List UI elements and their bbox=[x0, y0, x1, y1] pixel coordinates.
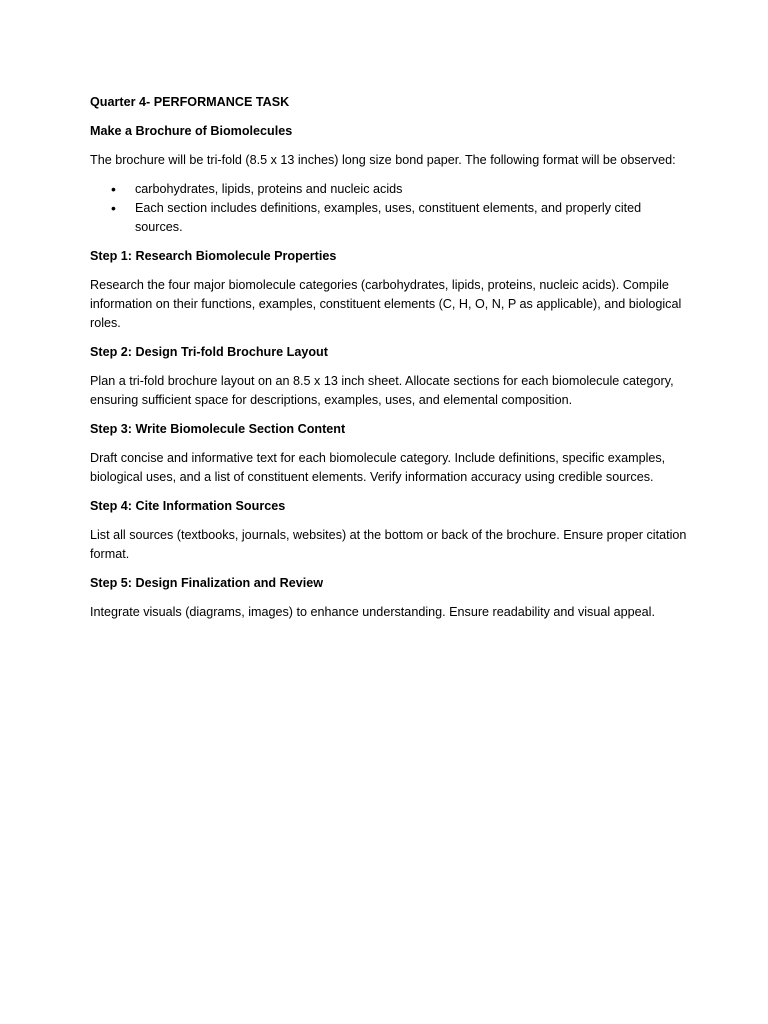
step-5-body: Integrate visuals (diagrams, images) to enhance understanding. Ensure readability and visual appeal. bbox=[90, 605, 655, 619]
document-page bbox=[90, 93, 690, 632]
step-3-heading: Step 3: Write Biomolecule Section Content bbox=[90, 422, 346, 436]
bullet-icon: • bbox=[111, 200, 116, 216]
format-bullet-list bbox=[90, 180, 690, 237]
step-3-body: Draft concise and informative text for each biomolecule category. Include definitions, specific examples, biological uses, and a list of constituent elements. Verify information accuracy using credible sources. bbox=[90, 451, 666, 484]
step-1-heading: Step 1: Research Biomolecule Properties bbox=[90, 249, 337, 263]
document-header: Quarter 4- PERFORMANCE TASK bbox=[90, 95, 290, 109]
step-1-body: Research the four major biomolecule categories (carbohydrates, lipids, proteins, nucleic acids). Compile information on their functions, examples, constituent elements (C, H, O, N, P as applicable), and biological roles. bbox=[90, 278, 682, 330]
bullet-item bbox=[90, 199, 690, 237]
step-4-heading: Step 4: Cite Information Sources bbox=[90, 499, 286, 513]
step-2-body: Plan a tri-fold brochure layout on an 8.5 x 13 inch sheet. Allocate sections for each biomolecule category, ensuring sufficient space for descriptions, examples, uses, and elemental composition. bbox=[90, 374, 674, 407]
bullet-text: carbohydrates, lipids, proteins and nucleic acids bbox=[135, 182, 403, 196]
bullet-text: Each section includes definitions, examples, uses, constituent elements, and properly cited sources. bbox=[135, 201, 642, 234]
document-title: Make a Brochure of Biomolecules bbox=[90, 124, 293, 138]
bullet-icon: • bbox=[111, 181, 116, 197]
step-4-body: List all sources (textbooks, journals, websites) at the bottom or back of the brochure. Ensure proper citation format. bbox=[90, 528, 687, 561]
step-2-heading: Step 2: Design Tri-fold Brochure Layout bbox=[90, 345, 328, 359]
step-5-heading: Step 5: Design Finalization and Review bbox=[90, 576, 324, 590]
bullet-item bbox=[90, 180, 690, 199]
intro-paragraph: The brochure will be tri-fold (8.5 x 13 inches) long size bond paper. The following format will be observed: bbox=[90, 153, 676, 167]
